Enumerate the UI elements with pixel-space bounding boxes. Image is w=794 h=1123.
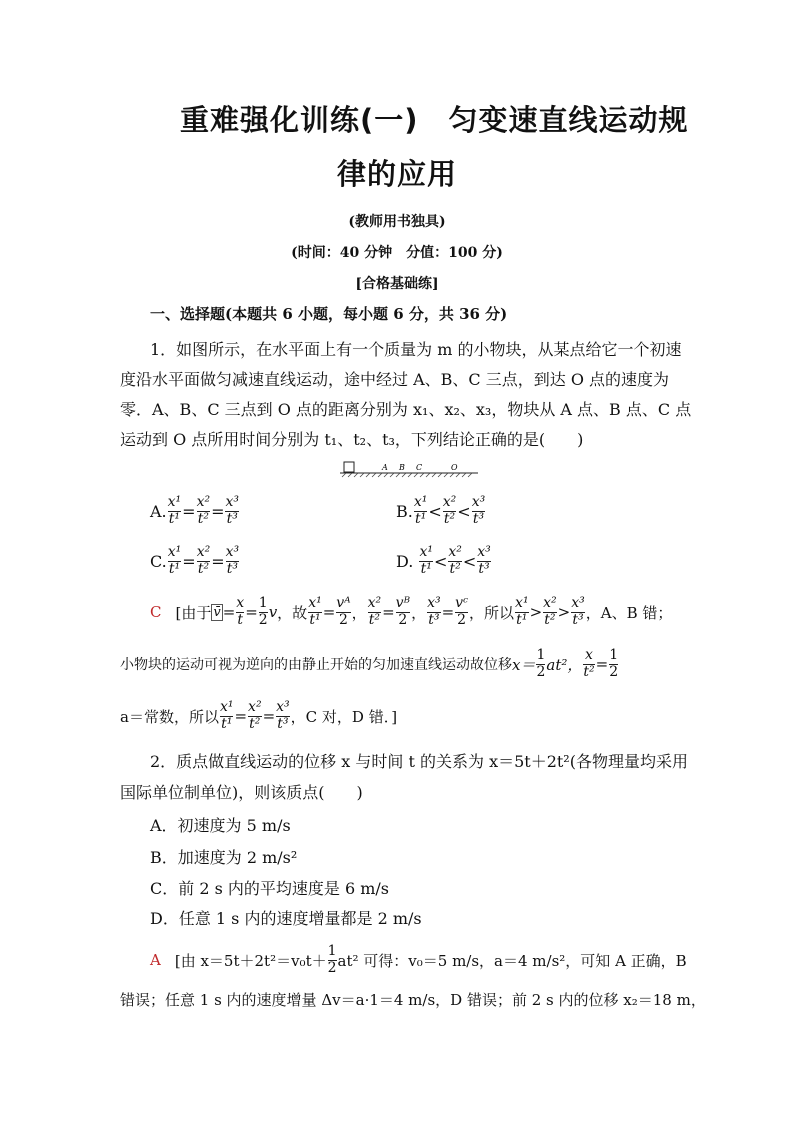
q1-option-d[interactable]: D. $\frac{\text{x¹}}{\text{t¹}}$ < $\frac{\text{x²}}{\text{t²}}$ < $\frac{\text{x³}}{\text{t³}}$ <box>396 544 491 577</box>
q2-option-d[interactable]: D．任意 1 s 内的速度增量都是 2 m/s <box>150 909 422 928</box>
label-C: C <box>416 463 423 472</box>
label-A: A <box>382 463 388 472</box>
q1-explanation-line1: C [由于 v̄ = $\frac{x}{t}$ = $\frac{1}{2}$ v ，故 $\frac{\text{x¹}}{\text{t¹}}$ = $\frac{\text{vᴬ}}{2}$ ， $\frac{\text{x²}}{\text{t²}}$ = $\frac{\text{vᴮ}}{2}$ ， $\frac{\text{x³}}{\text{t³}}$ = $\frac{\text{vᶜ}}{2}$ ，所以 $\frac{\text{x¹}}{\text{t¹}}$ > $\frac{\text{x²}}{\text{t²}}$ > $\frac{\text{x³}}{\text{t³}}$ ，A、B 错； <box>150 595 673 628</box>
label-B: B <box>399 463 405 472</box>
q1-line-4: 运动到 O 点所用时间分别为 t₁、t₂、t₃，下列结论正确的是( ) <box>120 430 584 449</box>
q1-figure <box>340 460 480 484</box>
level-label: [合格基础练] <box>355 276 439 292</box>
q1-explanation-line2: 小物块的运动可视为逆向的由静止开始的匀加速直线运动故位移 x＝ $\frac{1}{2}$ at²， $\frac{x}{\text{t²}}$ = $\frac{1}{2}$ <box>120 647 619 680</box>
q1-explanation-line3: a＝常数，所以 $\frac{\text{x¹}}{\text{t¹}}$ = $\frac{\text{x²}}{\text{t²}}$ = $\frac{\text{x³}}{\text{t³}}$ ，C 对，D 错．] <box>120 699 398 732</box>
label-O: O <box>451 463 458 472</box>
option-label: A. <box>150 501 167 521</box>
q1-answer: C <box>150 603 162 622</box>
option-label: B. <box>396 501 413 521</box>
q2-line-2: 国际单位制单位)，则该质点( ) <box>120 783 363 802</box>
q2-answer: A <box>150 951 161 970</box>
q1-option-a[interactable]: A. $\frac{\text{x¹}}{\text{t¹}}$ = $\frac{\text{x²}}{\text{t²}}$ = $\frac{\text{x³}}{\text{t³}}$ <box>150 494 239 527</box>
section-heading: 一、选择题(本题共 6 小题，每小题 6 分，共 36 分) <box>150 305 508 323</box>
option-label: D. <box>396 551 414 571</box>
q1-line-1: 1．如图所示，在水平面上有一个质量为 m 的小物块，从某点给它一个初速 <box>150 340 682 359</box>
q2-explanation-line2: 错误；任意 1 s 内的速度增量 Δv＝a·1＝4 m/s，D 错误；前 2 s 内的位移 x₂＝18 m， <box>120 991 706 1009</box>
q2-option-b[interactable]: B．加速度为 2 m/s² <box>150 848 298 867</box>
option-label: C. <box>150 551 167 571</box>
teacher-note: (教师用书独具) <box>348 214 446 230</box>
q1-option-b[interactable]: B. $\frac{\text{x¹}}{\text{t¹}}$ < $\frac{\text{x²}}{\text{t²}}$ < $\frac{\text{x³}}{\text{t³}}$ <box>396 494 486 527</box>
q1-option-c[interactable]: C. $\frac{\text{x¹}}{\text{t¹}}$ = $\frac{\text{x²}}{\text{t²}}$ = $\frac{\text{x³}}{\text{t³}}$ <box>150 544 240 577</box>
page-title-line2: 律的应用 <box>336 157 457 191</box>
q1-line-2: 度沿水平面做匀减速直线运动，途中经过 A、B、C 三点，到达 O 点的速度为 <box>120 370 670 389</box>
q2-line-1: 2．质点做直线运动的位移 x 与时间 t 的关系为 x＝5t＋2t²(各物理量均采用 <box>150 752 688 771</box>
q1-line-3: 零．A、B、C 三点到 O 点的距离分别为 x₁、x₂、x₃，物块从 A 点、B 点、C 点 <box>120 400 692 419</box>
page-title-line1: 重难强化训练(一) 匀变速直线运动规 <box>180 103 689 137</box>
q2-option-a[interactable]: A．初速度为 5 m/s <box>150 816 291 835</box>
time-score: (时间：40 分钟 分值：100 分) <box>291 245 503 261</box>
block-icon <box>344 462 354 472</box>
q2-option-c[interactable]: C．前 2 s 内的平均速度是 6 m/s <box>150 879 390 898</box>
q2-explanation-line1: A [由 x＝5t＋2t²＝v₀t＋ $\frac{1}{2}$ at² 可得：v₀＝5 m/s，a＝4 m/s²，可知 A 正确，B <box>150 943 687 976</box>
